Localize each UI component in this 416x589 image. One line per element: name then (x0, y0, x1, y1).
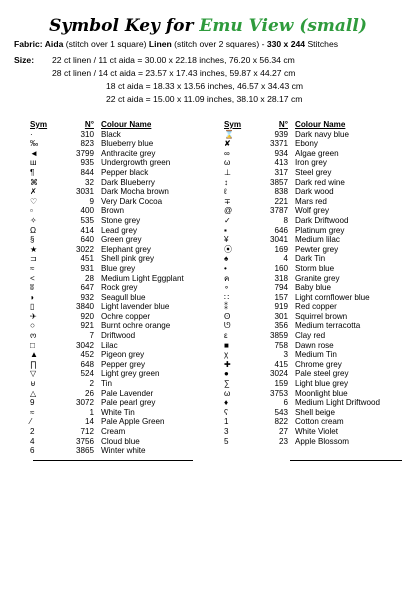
symbol-glyph: ■ (224, 340, 229, 350)
symbol-glyph: ♡ (30, 196, 38, 206)
dmc-number: 3840 (75, 302, 94, 312)
symbol-glyph: ω (224, 158, 231, 168)
dmc-number: 932 (80, 292, 94, 302)
colour-name: Platinum grey (295, 225, 345, 235)
colour-name: White Tin (101, 407, 135, 417)
dmc-number: 822 (274, 417, 288, 427)
symbol-row (30, 235, 201, 245)
symbol-row (30, 130, 201, 140)
dmc-number: 160 (274, 263, 288, 273)
size-label: Size: (14, 55, 35, 65)
symbol-row (30, 139, 201, 149)
colour-name: Light grey green (101, 369, 160, 379)
colour-name: Mars red (295, 196, 327, 206)
symbol-row (30, 216, 201, 226)
colour-name: Storm blue (295, 263, 335, 273)
dmc-number: 524 (80, 369, 94, 379)
colour-name: Baby blue (295, 283, 331, 293)
colour-name: Squirrel brown (295, 311, 348, 321)
symbol-row (30, 360, 201, 370)
dmc-number: 844 (80, 167, 94, 177)
colour-name: Light cornflower blue (295, 292, 370, 302)
symbol-row (30, 321, 201, 331)
colour-name: Dark wood (295, 187, 334, 197)
symbol-glyph: • (224, 263, 227, 273)
symbol-glyph: ⊐ (30, 254, 37, 264)
symbol-row (30, 369, 201, 379)
symbol-row (224, 408, 395, 418)
dmc-number: 838 (274, 187, 288, 197)
symbol-row (30, 187, 201, 197)
colour-name: Dark navy blue (295, 129, 349, 139)
colour-name: Shell beige (295, 407, 336, 417)
symbol-glyph: 6 (30, 446, 35, 456)
symbol-row (30, 293, 201, 303)
symbol-glyph: ∘ (224, 283, 230, 293)
header-number: N° (84, 120, 94, 129)
dmc-number: 2 (89, 379, 94, 389)
symbol-glyph: ✗ (30, 187, 37, 197)
symbol-row (224, 206, 395, 216)
symbol-glyph: ∑ (224, 379, 230, 389)
dmc-number: 221 (274, 196, 288, 206)
symbol-glyph: ʘ (224, 311, 231, 321)
dmc-number: 921 (80, 321, 94, 331)
symbol-glyph: ʕ (224, 407, 229, 417)
symbol-row (30, 408, 201, 418)
colour-name: Brown (101, 206, 124, 216)
fabric-label: Fabric: (14, 39, 43, 49)
symbol-row (30, 197, 201, 207)
symbol-row (30, 226, 201, 236)
dmc-number: 27 (278, 427, 288, 436)
symbol-glyph: ш (30, 158, 37, 168)
stitch-count: 330 x 244 (266, 39, 306, 49)
stitch-word: Stitches (305, 39, 339, 49)
dmc-number: 3865 (75, 446, 94, 456)
symbol-row (30, 417, 201, 427)
symbol-glyph: ≈ (30, 263, 35, 273)
dmc-number: 6 (283, 398, 288, 408)
colour-name: Moonlight blue (295, 388, 348, 398)
dmc-number: 3859 (269, 331, 288, 341)
colour-name: Winter white (101, 446, 146, 456)
symbol-row (224, 437, 395, 447)
symbol-glyph: ε (224, 331, 228, 341)
symbol-glyph: ‰ (30, 139, 39, 149)
dmc-number: 451 (80, 254, 94, 264)
symbol-table-right (224, 130, 395, 447)
colour-name: Light blue grey (295, 379, 349, 389)
dmc-number: 452 (80, 350, 94, 360)
colour-name: Red copper (295, 302, 337, 312)
colour-name: Anthracite grey (101, 148, 156, 158)
colour-name: Pepper grey (101, 359, 146, 369)
symbol-row (30, 178, 201, 188)
header-number: N° (278, 120, 288, 129)
dmc-number: 3031 (75, 187, 94, 197)
symbol-row (30, 312, 201, 322)
symbol-row (30, 274, 201, 284)
dmc-number: 32 (84, 177, 94, 187)
symbol-row (224, 139, 395, 149)
symbol-row (224, 226, 395, 236)
symbol-glyph: ⁑ (224, 302, 229, 312)
symbol-glyph: ✧ (30, 215, 37, 225)
colour-name: Dark red wine (295, 177, 345, 187)
symbol-row (224, 283, 395, 293)
colour-name: Ebony (295, 139, 318, 149)
colour-name: Apple Blossom (295, 436, 349, 446)
symbol-row (224, 168, 395, 178)
colour-name: Shell pink grey (101, 254, 155, 264)
colour-name: Very Dark Cocoa (101, 196, 163, 206)
dmc-number: 26 (84, 388, 94, 398)
size-line: 18 ct aida = 18.33 x 13.56 inches, 46.57 x 34.43 cm (106, 81, 304, 91)
colour-name: Driftwood (101, 331, 136, 341)
dmc-number: 823 (80, 139, 94, 149)
dmc-number: 934 (274, 148, 288, 158)
symbol-glyph: 4 (30, 436, 35, 446)
symbol-glyph: ⌘ (30, 177, 39, 187)
symbol-glyph: ʬ (30, 283, 34, 293)
symbol-glyph: ⁄ (30, 417, 32, 427)
dmc-number: 157 (274, 292, 288, 302)
colour-name: Burnt ochre orange (101, 321, 171, 331)
symbol-glyph: ≈ (30, 407, 35, 417)
symbol-glyph: 9 (30, 398, 35, 408)
dmc-number: 3 (283, 350, 288, 360)
symbol-glyph: ⦿ (224, 244, 233, 254)
title-accent: Emu View (small) (199, 16, 367, 36)
symbol-row (224, 245, 395, 255)
dmc-number: 648 (80, 359, 94, 369)
symbol-glyph: ◗ (30, 292, 35, 302)
dmc-number: 3799 (75, 148, 94, 158)
colour-name: Medium Light Eggplant (101, 273, 184, 283)
symbol-row (224, 379, 395, 389)
symbol-row (30, 264, 201, 274)
symbol-row (224, 130, 395, 140)
symbol-glyph: ¶ (30, 167, 35, 177)
symbol-glyph: ▲ (30, 350, 39, 360)
dmc-number: 640 (80, 235, 94, 245)
symbol-row (30, 245, 201, 255)
colour-name: Cotton cream (295, 417, 344, 427)
symbol-glyph: < (30, 273, 35, 283)
symbol-row (224, 331, 395, 341)
colour-name: Seagull blue (101, 292, 146, 302)
symbol-row (30, 341, 201, 351)
symbol-glyph: ო (30, 331, 37, 341)
dmc-number: 3072 (75, 398, 94, 408)
dmc-number: 935 (80, 158, 94, 168)
symbol-glyph: ∷ (224, 292, 230, 302)
dmc-number: 646 (274, 225, 288, 235)
symbol-glyph: 5 (224, 436, 229, 446)
symbol-row (224, 350, 395, 360)
colour-name: Algae green (295, 148, 339, 158)
symbol-glyph: · (30, 129, 33, 139)
colour-name: Dark Driftwood (295, 215, 349, 225)
colour-name: Black (101, 129, 121, 139)
symbol-row (224, 427, 395, 437)
colour-name: Clay red (295, 331, 326, 341)
dmc-number: 3022 (75, 244, 94, 254)
divider-left (33, 460, 193, 461)
colour-name: White Violet (295, 427, 339, 436)
symbol-row (224, 264, 395, 274)
colour-name: Ochre copper (101, 311, 151, 321)
dmc-number: 7 (89, 331, 94, 341)
symbol-row (224, 158, 395, 168)
symbol-glyph: ค (224, 273, 230, 283)
symbol-glyph: ᘎ (224, 321, 231, 331)
dmc-number: 3753 (269, 388, 288, 398)
dmc-number: 3041 (269, 235, 288, 245)
size-line: 22 ct linen / 11 ct aida = 30.00 x 22.18 inches, 76.20 x 56.34 cm (52, 55, 295, 65)
symbol-row (30, 168, 201, 178)
symbol-row (30, 350, 201, 360)
fabric-linen: Linen (148, 39, 172, 49)
symbol-row (30, 437, 201, 447)
dmc-number: 3042 (75, 340, 94, 350)
dmc-number: 3371 (269, 139, 288, 149)
dmc-number: 939 (274, 129, 288, 139)
symbol-glyph: ✘ (224, 139, 231, 149)
size-line: 28 ct linen / 14 ct aida = 23.57 x 17.43 inches, 59.87 x 44.27 cm (52, 68, 296, 78)
symbol-column-right (224, 120, 395, 446)
colour-name: Pale Apple Green (101, 417, 165, 427)
symbol-row (30, 254, 201, 264)
symbol-glyph: ○ (30, 321, 35, 331)
dmc-number: 9 (89, 196, 94, 206)
dmc-number: 920 (80, 311, 94, 321)
header-colour-name: Colour Name (101, 120, 152, 129)
colour-name: Light lavender blue (101, 302, 170, 312)
header-colour-name: Colour Name (295, 120, 346, 129)
dmc-number: 543 (274, 407, 288, 417)
colour-name: Pale Lavender (101, 388, 154, 398)
symbol-row (30, 302, 201, 312)
symbol-row (224, 398, 395, 408)
fabric-aida-note: (stitch over 1 square) (65, 39, 149, 49)
symbol-row (224, 341, 395, 351)
dmc-number: 647 (80, 283, 94, 293)
symbol-glyph: ▫ (30, 206, 33, 216)
dmc-number: 758 (274, 340, 288, 350)
colour-name: Cloud blue (101, 436, 140, 446)
colour-name: Pale steel grey (295, 369, 349, 379)
colour-name: Blueberry blue (101, 139, 154, 149)
symbol-row (224, 321, 395, 331)
symbol-glyph: ▯ (30, 302, 35, 312)
symbol-glyph: ✈ (30, 311, 37, 321)
dmc-number: 23 (278, 436, 288, 446)
colour-name: Tin (101, 379, 112, 389)
symbol-table-left (30, 130, 201, 456)
dmc-number: 400 (80, 206, 94, 216)
page-title (0, 16, 416, 36)
dmc-number: 3787 (269, 206, 288, 216)
symbol-glyph: ↕ (224, 177, 229, 187)
symbol-glyph: ▽ (30, 369, 37, 379)
symbol-glyph: ⊎ (30, 379, 36, 389)
colour-name: Medium lilac (295, 235, 340, 245)
symbol-row (224, 360, 395, 370)
dmc-number: 159 (274, 379, 288, 389)
colour-name: Cream (101, 427, 126, 436)
dmc-number: 8 (283, 215, 288, 225)
dmc-number: 14 (84, 417, 94, 427)
symbol-row (224, 417, 395, 427)
symbol-row (224, 187, 395, 197)
colour-name: Medium Light Driftwood (295, 398, 381, 408)
symbol-row (224, 312, 395, 322)
symbol-glyph: 2 (30, 427, 35, 436)
symbol-glyph: ω (224, 388, 231, 398)
dmc-number: 413 (274, 158, 288, 168)
dmc-number: 356 (274, 321, 288, 331)
symbol-glyph: § (30, 235, 35, 245)
symbol-row (224, 274, 395, 284)
colour-name: Green grey (101, 235, 142, 245)
dmc-number: 3756 (75, 436, 94, 446)
dmc-number: 712 (80, 427, 94, 436)
colour-name: Stone grey (101, 215, 141, 225)
dmc-number: 318 (274, 273, 288, 283)
symbol-glyph: ◄ (30, 148, 39, 158)
dmc-number: 919 (274, 302, 288, 312)
symbol-row (30, 427, 201, 437)
colour-name: Wolf grey (295, 206, 330, 216)
fabric-line (14, 39, 338, 49)
colour-name: Dark Tin (295, 254, 326, 264)
colour-name: Rock grey (101, 283, 138, 293)
colour-name: Undergrowth green (101, 158, 171, 168)
divider-right (290, 460, 402, 461)
colour-name: Lilac (101, 340, 118, 350)
symbol-glyph: 3 (224, 427, 229, 436)
symbol-row (30, 331, 201, 341)
dmc-number: 3857 (269, 177, 288, 187)
colour-name: Medium terracotta (295, 321, 361, 331)
symbol-row (224, 389, 395, 399)
colour-name: Dawn rose (295, 340, 334, 350)
symbol-glyph: ∏ (30, 359, 37, 369)
symbol-glyph: ★ (30, 244, 38, 254)
dmc-number: 317 (274, 167, 288, 177)
symbol-row (30, 158, 201, 168)
colour-name: Pewter grey (295, 244, 339, 254)
header-sym: Sym (224, 120, 242, 129)
dmc-number: 414 (80, 225, 94, 235)
colour-name: Dark Mocha brown (101, 187, 169, 197)
symbol-row (30, 283, 201, 293)
symbol-row (224, 302, 395, 312)
symbol-row (30, 398, 201, 408)
symbol-glyph: 1 (224, 417, 229, 427)
symbol-row (30, 389, 201, 399)
symbol-glyph: ♦ (224, 398, 229, 408)
symbol-row (30, 149, 201, 159)
symbol-glyph: ℓ (224, 187, 227, 197)
colour-name: Pigeon grey (101, 350, 145, 360)
symbol-glyph: ✚ (224, 359, 231, 369)
dmc-number: 301 (274, 311, 288, 321)
dmc-number: 1 (89, 407, 94, 417)
size-line: 22 ct aida = 15.00 x 11.09 inches, 38.10 x 28.17 cm (106, 94, 303, 104)
colour-name: Medium Tin (295, 350, 337, 360)
colour-name: Pepper black (101, 167, 149, 177)
colour-name: Elephant grey (101, 244, 151, 254)
symbol-row (30, 446, 201, 456)
colour-name: Pale pearl grey (101, 398, 156, 408)
symbol-glyph: ⌛ (224, 129, 235, 139)
symbol-glyph: ♠ (224, 254, 229, 264)
colour-name: Blue grey (101, 263, 136, 273)
symbol-glyph: □ (30, 340, 35, 350)
title-prefix: Symbol Key for (49, 16, 200, 36)
symbol-row (224, 254, 395, 264)
symbol-glyph: χ (224, 350, 229, 360)
symbol-row (30, 206, 201, 216)
dmc-number: 931 (80, 263, 94, 273)
symbol-row (224, 216, 395, 226)
symbol-row (224, 197, 395, 207)
symbol-glyph: ∓ (224, 196, 231, 206)
fabric-aida: Aida (42, 39, 66, 49)
symbol-glyph: @ (224, 206, 233, 216)
dmc-number: 794 (274, 283, 288, 293)
dmc-number: 415 (274, 359, 288, 369)
colour-name: Chrome grey (295, 359, 342, 369)
header-sym: Sym (30, 120, 48, 129)
symbol-glyph: ⊥ (224, 167, 232, 177)
symbol-glyph: ● (224, 369, 229, 379)
symbol-row (30, 379, 201, 389)
colour-name: Steel grey (295, 167, 332, 177)
symbol-glyph: ∞ (224, 148, 230, 158)
symbol-glyph: ✓ (224, 215, 231, 225)
symbol-row (224, 369, 395, 379)
dmc-number: 169 (274, 244, 288, 254)
symbol-glyph: ¥ (224, 235, 229, 245)
fabric-linen-note: (stitch over 2 squares) - (171, 39, 267, 49)
symbol-row (224, 149, 395, 159)
symbol-glyph: Ω (30, 225, 37, 235)
dmc-number: 3024 (269, 369, 288, 379)
dmc-number: 310 (80, 129, 94, 139)
symbol-row (224, 293, 395, 303)
colour-name: Dark Blueberry (101, 177, 155, 187)
symbol-row (224, 178, 395, 188)
dmc-number: 4 (283, 254, 288, 264)
colour-name: Granite grey (295, 273, 340, 283)
symbol-column-left (30, 120, 201, 456)
symbol-glyph: △ (30, 388, 37, 398)
symbol-row (224, 235, 395, 245)
colour-name: Lead grey (101, 225, 137, 235)
symbol-glyph: ▪ (224, 225, 227, 235)
dmc-number: 535 (80, 215, 94, 225)
colour-name: Iron grey (295, 158, 327, 168)
dmc-number: 28 (84, 273, 94, 283)
